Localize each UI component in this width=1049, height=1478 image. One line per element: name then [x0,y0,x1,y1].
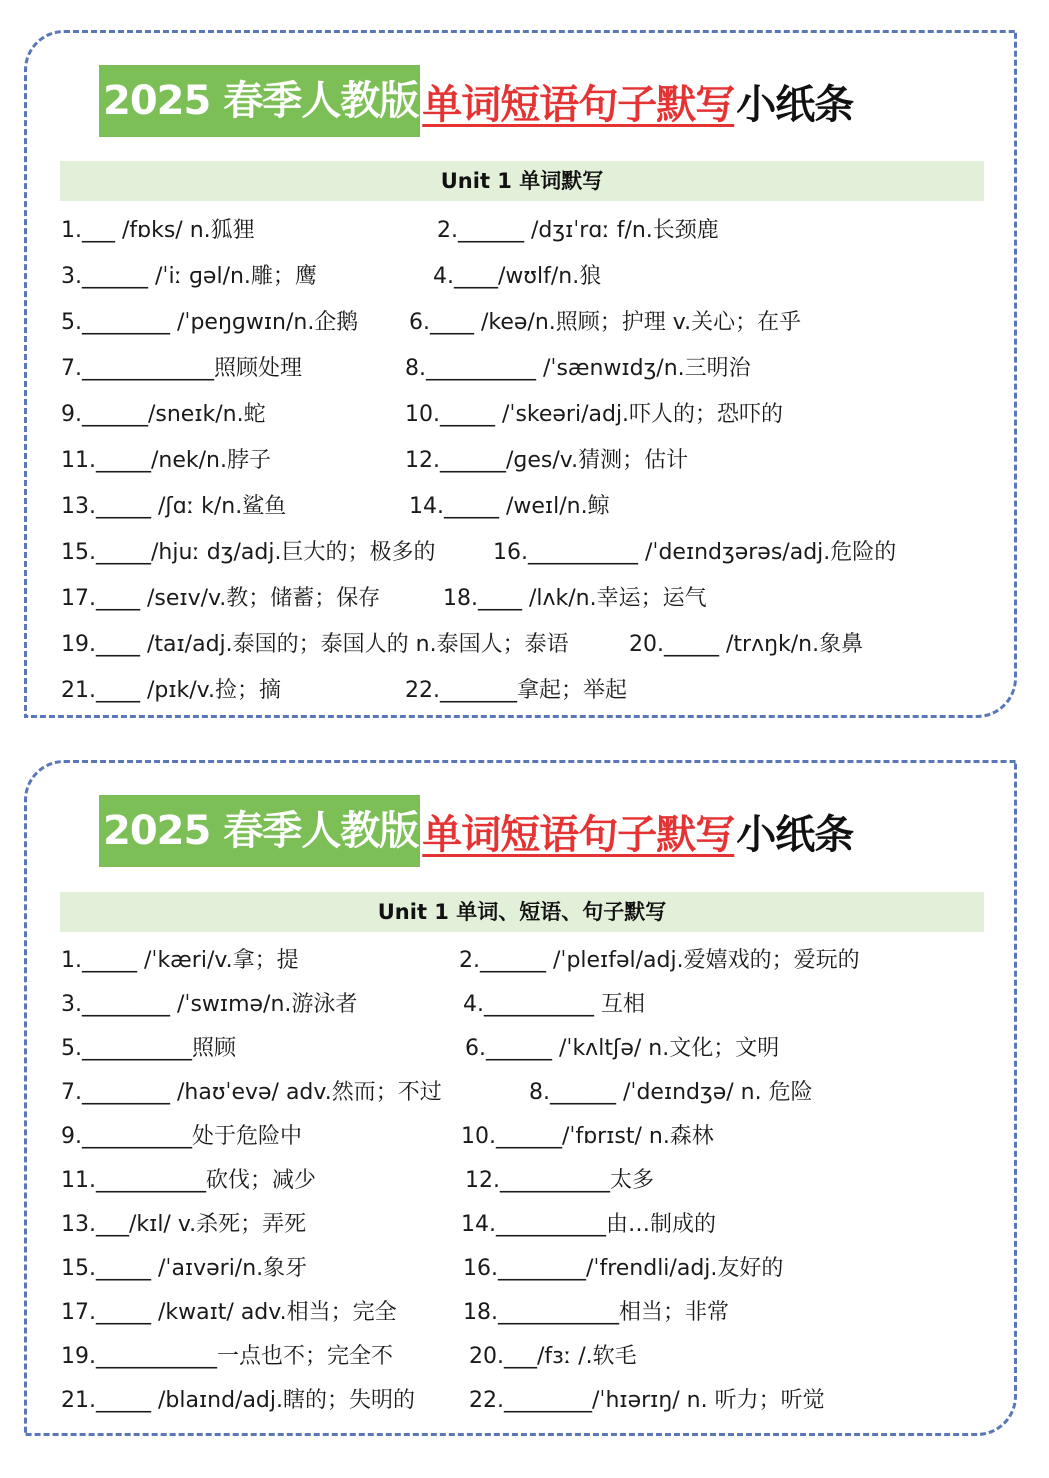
vocab-item: 8.______ /ˈdeɪndʒə/ n. 危险 [529,1080,813,1105]
vocab-item: 11.__________砍伐；减少 [61,1168,316,1193]
vocab-item: 2.______ /ˈpleɪfəl/adj.爱嬉戏的；爱玩的 [459,948,860,973]
vocab-item: 19.____ /taɪ/adj.泰国的；泰国人的 n.泰国人；泰语 [61,632,569,657]
vocab-item: 10._____ /ˈskeəri/adj.吓人的；恐吓的 [405,402,784,427]
vocab-item: 12.__________太多 [465,1168,654,1193]
vocab-item: 6.______ /ˈkʌltʃə/ n.文化；文明 [465,1036,780,1061]
vocab-item: 16.__________ /ˈdeɪndʒərəs/adj.危险的 [493,540,897,565]
vocab-item: 7.____________照顾处理 [61,356,302,381]
vocab-item: 19.___________一点也不；完全不 [61,1344,393,1369]
vocab-item: 9.__________处于危险中 [61,1124,302,1149]
vocab-item: 10.______/ˈfɒrɪst/ n.森林 [461,1124,714,1149]
vocab-item: 5.________ /ˈpeŋɡwɪn/n.企鹅 [61,310,359,335]
vocab-item: 1._____ /ˈkæri/v.拿；提 [61,948,299,973]
vocab-item: 5.__________照顾 [61,1036,236,1061]
sheet-title [99,795,853,867]
vocab-item: 18.____ /lʌk/n.幸运；运气 [443,586,707,611]
vocab-item: 1.___ /fɒks/ n.狐狸 [61,218,255,243]
vocab-item: 4.__________ 互相 [463,992,645,1017]
title-green-part: 2025 春季人教版 [99,795,420,867]
vocab-item: 12.______/ɡes/v.猜测；估计 [405,448,689,473]
vocab-item: 15._____/hjuː dʒ/adj.巨大的；极多的 [61,540,436,565]
vocab-item: 17._____ /kwaɪt/ adv.相当；完全 [61,1300,397,1325]
vocab-item: 22._______拿起；举起 [405,678,627,703]
title-black-part: 小纸条 [736,811,854,858]
dictation-sheet-1 [24,30,1017,718]
vocab-item: 3.________ /ˈswɪmə/n.游泳者 [61,992,358,1017]
vocab-item: 3.______ /ˈiː ɡəl/n.雕；鹰 [61,264,317,289]
vocab-item: 14._____ /weɪl/n.鲸 [409,494,610,519]
title-red-part: 单词短语句子默写 [422,811,735,858]
vocab-item: 14.__________由…制成的 [461,1212,716,1237]
vocab-item: 21.____ /pɪk/v.捡；摘 [61,678,281,703]
vocab-item: 15._____ /ˈaɪvəri/n.象牙 [61,1256,308,1281]
vocab-item: 16.________/ˈfrendli/adj.友好的 [463,1256,784,1281]
vocab-item: 4.____/wʊlf/n.狼 [433,264,602,289]
title-green-part: 2025 春季人教版 [99,65,420,137]
vocab-item: 2.______ /dʒɪˈrɑː f/n.长颈鹿 [437,218,719,243]
vocab-item: 6.____ /keə/n.照顾；护理 v.关心；在乎 [409,310,802,335]
vocab-item: 8.__________ /ˈsænwɪdʒ/n.三明治 [405,356,751,381]
vocab-item: 22.________/ˈhɪərɪŋ/ n. 听力；听觉 [469,1388,825,1413]
vocab-item: 13.___/kɪl/ v.杀死；弄死 [61,1212,307,1237]
unit-header: Unit 1 单词、短语、句子默写 [60,892,984,932]
dictation-sheet-2 [24,760,1017,1436]
vocab-item: 20._____ /trʌŋk/n.象鼻 [629,632,864,657]
vocab-item: 9.______/sneɪk/n.蛇 [61,402,266,427]
vocab-item: 21._____ /blaɪnd/adj.瞎的；失明的 [61,1388,415,1413]
title-red-part: 单词短语句子默写 [422,81,735,128]
vocab-item: 7.________ /haʊˈevə/ adv.然而；不过 [61,1080,442,1105]
vocab-item: 18.___________相当；非常 [463,1300,729,1325]
sheet-title [99,65,853,137]
title-black-part: 小纸条 [736,81,854,128]
vocab-item: 17.____ /seɪv/v.教；储蓄；保存 [61,586,381,611]
vocab-item: 20.___/fɜː /.软毛 [469,1344,637,1369]
unit-header: Unit 1 单词默写 [60,161,984,201]
vocab-item: 11._____/nek/n.脖子 [61,448,271,473]
vocab-item: 13._____ /ʃɑː k/n.鲨鱼 [61,494,287,519]
